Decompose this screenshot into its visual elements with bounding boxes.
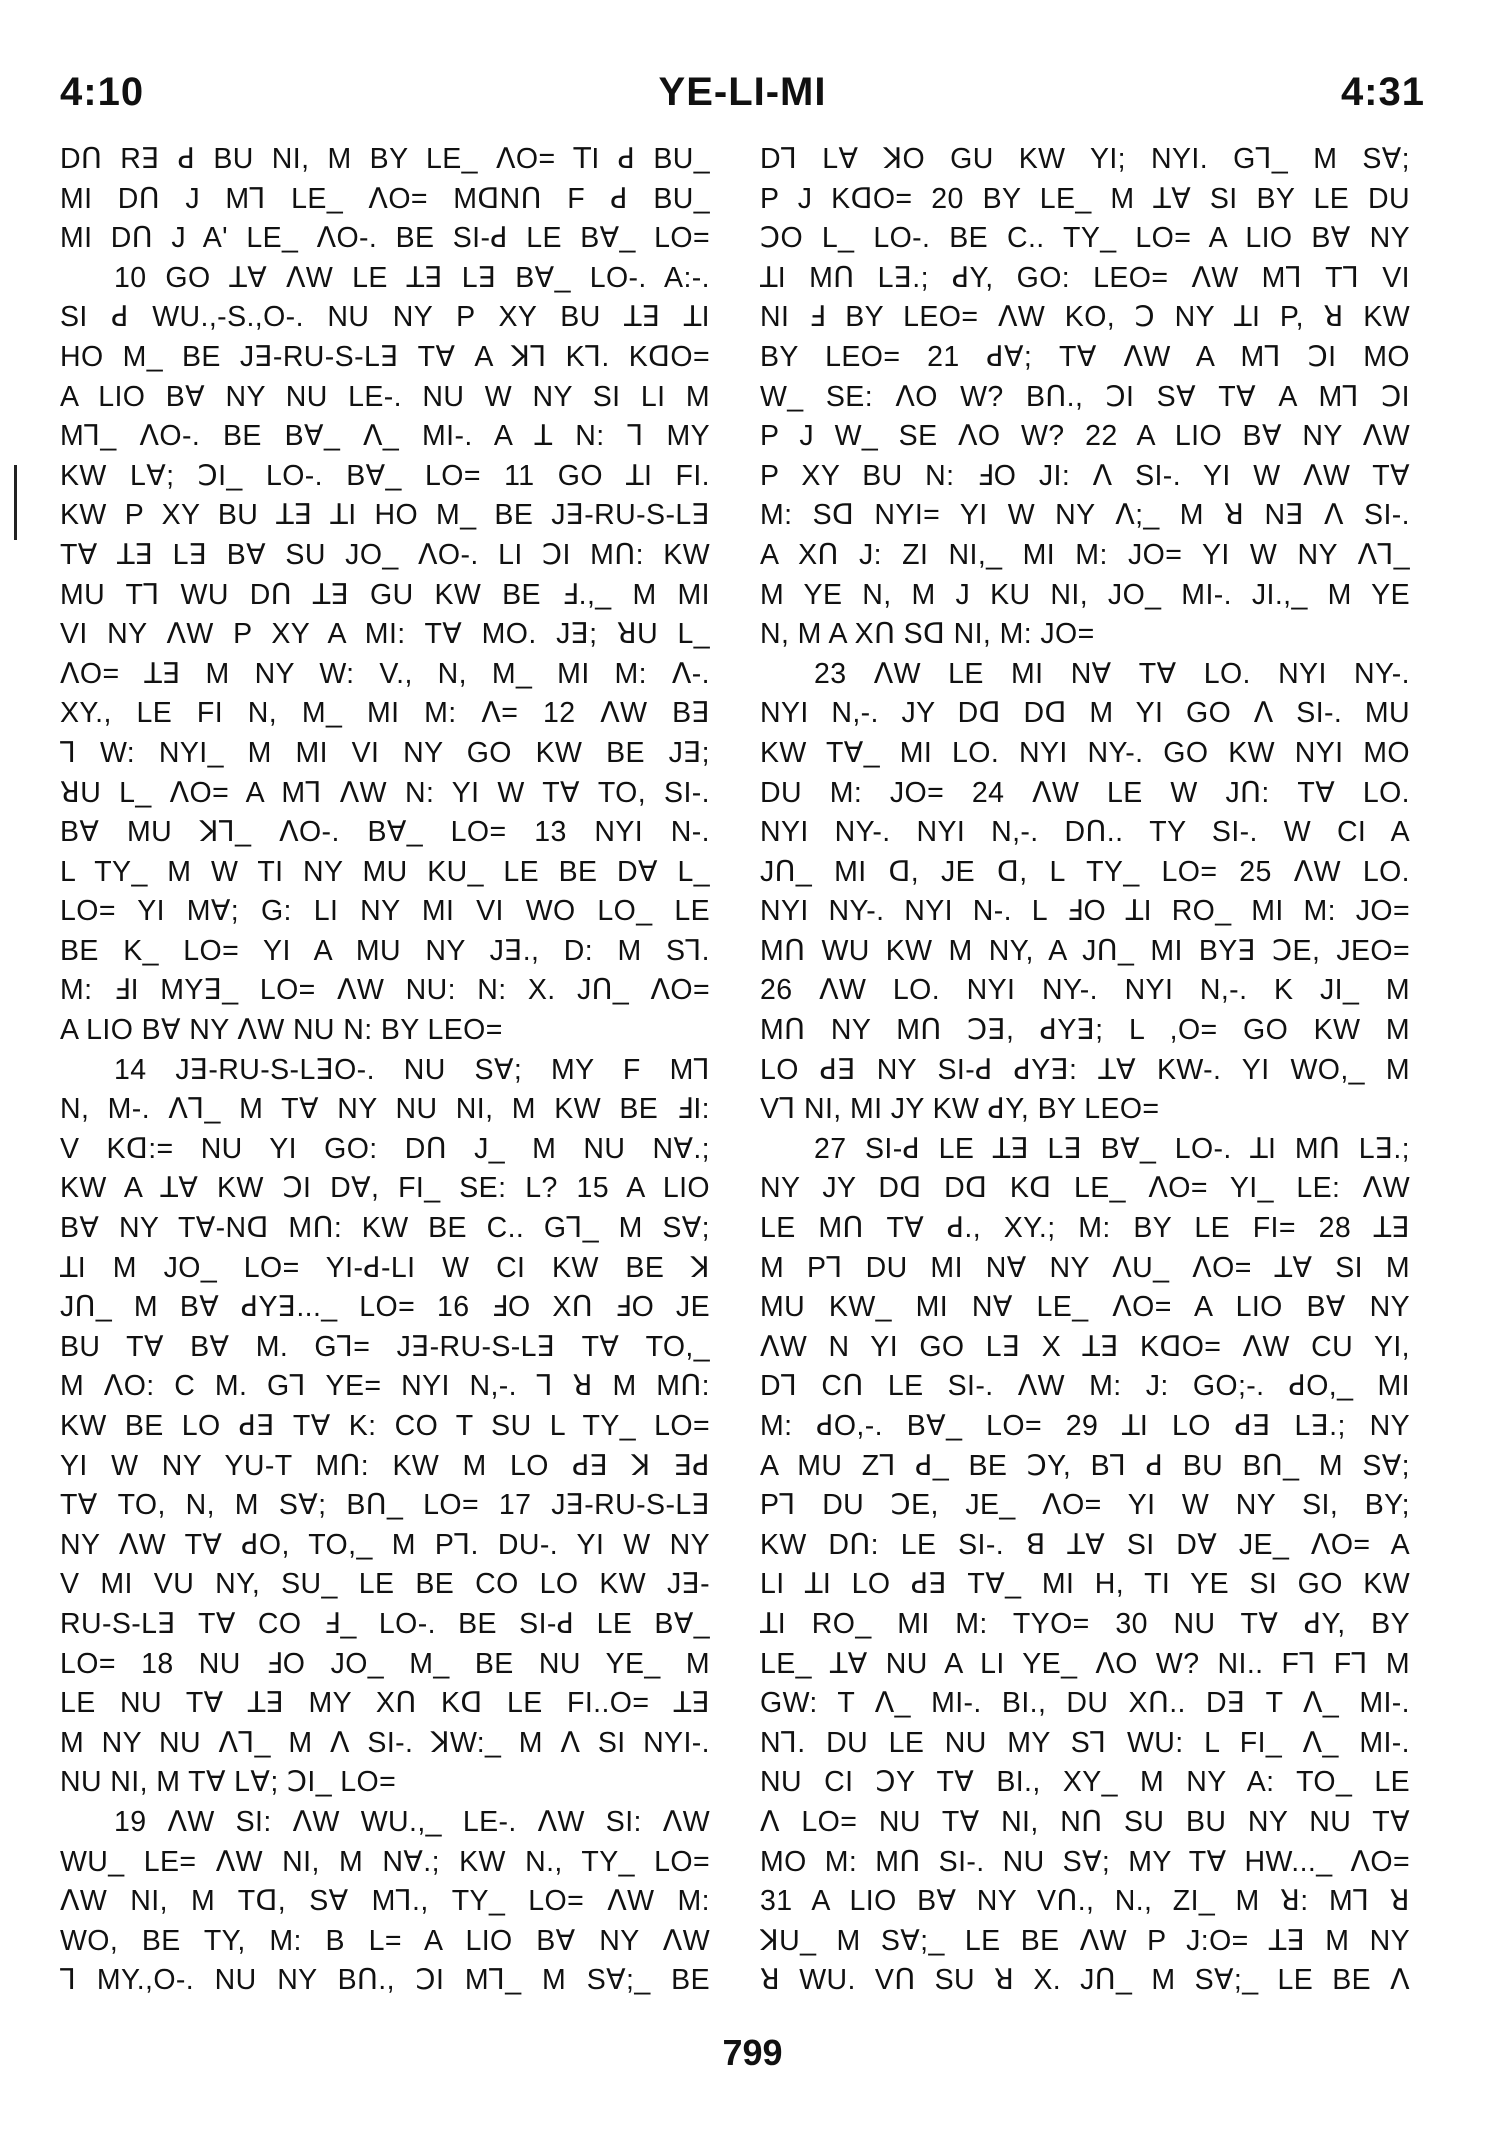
text-line: M: ꓒO,-. Bꓯ_ LO= 29 ꓕI LO ꓒꓱ Lꓱ.; NY: [760, 1410, 1410, 1442]
text-line: L TY_ M W TI NY MU KU_ LE BE Dꓯ L_: [60, 855, 710, 888]
text-line: A Xꓵ J: ZI NI,_ MI M: JO= YI W NY ꓥꓶ_: [760, 538, 1410, 571]
text-line: Jꓵ_ MI ꓷ, JE ꓷ, L TY_ LO= 25 ꓥW LO.: [760, 855, 1410, 888]
text-line: KW Tꓯ_ MI LO. NYI NY-. GO KW NYI MO: [760, 736, 1410, 769]
text-line: NI ꓞ BY LEO= ꓥW KO, ꓛ NY ꓕI P, ꓤ KW: [760, 301, 1410, 334]
text-line: M Pꓶ DU MI Nꓯ NY ꓥU_ ꓥO= ꓕꓯ SI M: [760, 1251, 1410, 1284]
text-line: WO, BE TY, M: B L= A LIO Bꓯ NY ꓥW: [60, 1924, 710, 1957]
text-line: LO= 18 NU ꓞO JO_ M_ BE NU YE_ M: [60, 1647, 710, 1680]
text-line: NYI NY-. NYI N,-. Dꓵ.. TY SI-. W CI A: [760, 816, 1410, 849]
text-line: WU_ LE= ꓥW NI, M Nꓯ.; KW N., TY_ LO=: [60, 1845, 710, 1878]
text-line: MU Tꓶ WU Dꓵ ꓕꓱ GU KW BE ꓞ.,_ M MI: [60, 578, 710, 611]
text-line: LE Mꓵ Tꓯ ꓒ., XY.; M: BY LE FI= 28 ꓕꓱ: [760, 1212, 1410, 1245]
text-line: NY JY Dꓷ Dꓷ Kꓷ LE_ ꓥO= YI_ LE: ꓥW: [760, 1172, 1410, 1205]
text-line: LI ꓕI LO ꓒꓱ Tꓯ_ MI H, TI YE SI GO KW: [760, 1568, 1410, 1601]
text-line: NU NI, M Tꓯ Lꓯ; ꓛI_ LO=: [60, 1766, 397, 1799]
text-line: NY ꓥW Tꓯ ꓒO, TO,_ M Pꓶ. DU-. YI W NY: [60, 1528, 710, 1561]
text-line: Bꓯ MU ꓘꓶ_ ꓥO-. Bꓯ_ LO= 13 NYI N-.: [60, 816, 710, 849]
text-line: NU CI ꓛY Tꓯ BI., XY_ M NY A: TO_ LE: [760, 1766, 1410, 1799]
text-line: VI NY ꓥW P XY A MI: Tꓯ MO. Jꓱ; ꓤU L_: [60, 618, 710, 651]
text-line: A LIO Bꓯ NY ꓥW NU N: BY LEO=: [60, 1014, 503, 1047]
text-line: HO M_ BE Jꓱ-RU-S-Lꓱ Tꓯ A ꓘꓶ Kꓶ. KꓷO=: [60, 340, 710, 373]
text-line: ꓥ LO= NU Tꓯ NI, Nꓵ SU BU NY NU Tꓯ: [760, 1805, 1410, 1838]
text-line: ꓶ W: NYI_ M MI VI NY GO KW BE Jꓱ;: [60, 736, 710, 769]
text-line: N, M A Xꓵ Sꓷ NI, M: JO=: [760, 618, 1095, 651]
text-line: MU KW_ MI Nꓯ LE_ ꓥO= A LIO Bꓯ NY: [760, 1291, 1410, 1324]
text-line: LE_ ꓕꓯ NU A LI YE_ ꓥO W? NI.. Fꓶ Fꓶ M: [760, 1647, 1410, 1680]
text-line: ꓤU L_ ꓥO= A Mꓶ ꓥW N: YI W Tꓯ TO, SI-.: [60, 776, 710, 809]
text-line: KW A ꓕꓯ KW ꓛI Dꓯ, FI_ SE: L? 15 A LIO: [60, 1172, 710, 1205]
text-line: XY., LE FI N, M_ MI M: ꓥ= 12 ꓥW Bꓱ: [60, 697, 710, 730]
left-column: [60, 140, 710, 2010]
text-line: M YE N, M J KU NI, JO_ MI-. JI.,_ M YE: [760, 578, 1410, 611]
text-line: MI Dꓵ J Mꓶ LE_ ꓥO= MꓷNꓵ F ꓒ BU_: [60, 182, 710, 215]
text-line: BE K_ LO= YI A MU NY Jꓱ., D: M Sꓶ.: [60, 934, 710, 967]
text-line: ꓘU_ M Sꓯ;_ LE BE ꓥW P J:O= ꓕꓱ M NY: [760, 1924, 1410, 1957]
text-line: ꓕI M JO_ LO= YI-ꓒ-LI W CI KW BE ꓘ: [60, 1251, 710, 1284]
text-line: ꓥW N YI GO Lꓱ X ꓕꓱ KꓷO= ꓥW CU YI,: [760, 1330, 1410, 1363]
page-number: 799: [722, 2032, 783, 2073]
text-line: ꓕI Mꓵ Lꓱ.; ꓒY, GO: LEO= ꓥW Mꓶ Tꓶ VI: [760, 261, 1410, 294]
margin-mark: [14, 465, 17, 540]
text-line: P J W_ SE ꓥO W? 22 A LIO Bꓯ NY ꓥW: [760, 420, 1410, 453]
text-line: M ꓥO: C M. Gꓶ YE= NYI N,-. ꓶ ꓤ M Mꓵ:: [60, 1370, 710, 1403]
text-line: P J KꓷO= 20 BY LE_ M ꓕꓯ SI BY LE DU: [760, 182, 1410, 215]
text-line: Tꓯ TO, N, M Sꓯ; Bꓵ_ LO= 17 Jꓱ-RU-S-Lꓱ: [60, 1489, 710, 1522]
text-line: P XY BU N: ꓞO JI: ꓥ SI-. YI W ꓥW Tꓯ: [760, 459, 1410, 492]
text-line: LE NU Tꓯ ꓕꓱ MY Xꓵ Kꓷ LE FI..O= ꓕꓱ: [60, 1687, 710, 1720]
text-line: Tꓯ ꓕꓱ Lꓱ Bꓯ SU JO_ ꓥO-. LI ꓛI Mꓵ: KW: [60, 538, 710, 571]
text-line: ꓕI RO_ MI M: TYO= 30 NU Tꓯ ꓒY, BY: [760, 1607, 1410, 1640]
text-line: KW Dꓵ: LE SI-. ꓭ ꓕꓯ SI Dꓯ JE_ ꓥO= A: [760, 1528, 1410, 1561]
text-line: A LIO Bꓯ NY NU LE-. NU W NY SI LI M: [60, 380, 710, 413]
text-line: A MU Zꓶ ꓒ_ BE ꓛY, Bꓶ ꓒ BU Bꓵ_ M Sꓯ;: [760, 1449, 1410, 1482]
text-line: LO ꓒꓱ NY SI-ꓒ ꓒYꓱ: ꓕꓯ KW-. YI WO,_ M: [760, 1053, 1410, 1086]
text-line: Jꓵ_ M Bꓯ ꓒYꓱ..._ LO= 16 ꓞO Xꓵ ꓞO JE: [60, 1291, 710, 1324]
text-line: LO= YI Mꓯ; G: LI NY MI VI WO LO_ LE: [60, 895, 710, 928]
text-line: Vꓶ NI, MI JY KW ꓒY, BY LEO=: [760, 1093, 1160, 1126]
text-line: MI Dꓵ J A' LE_ ꓥO-. BE SI-ꓒ LE Bꓯ_ LO=: [60, 222, 710, 255]
text-line: KW Lꓯ; ꓛI_ LO-. Bꓯ_ LO= 11 GO ꓕI FI.: [60, 459, 710, 492]
text-line: Bꓯ NY Tꓯ-Nꓷ Mꓵ: KW BE C.. Gꓶ_ M Sꓯ;: [60, 1212, 710, 1245]
text-columns: [60, 140, 1430, 2010]
text-line: 31 A LIO Bꓯ NY Vꓵ., N., ZI_ M ꓤ: Mꓶ ꓤ: [760, 1885, 1410, 1918]
text-line: NYI N,-. JY Dꓷ Dꓷ M YI GO ꓥ SI-. MU: [760, 697, 1410, 730]
text-line: 10 GO ꓕꓯ ꓥW LE ꓕꓱ Lꓱ Bꓯ_ LO-. A:-.: [114, 261, 710, 294]
text-line: DU M: JO= 24 ꓥW LE W Jꓵ: Tꓯ LO.: [760, 776, 1410, 809]
text-line: Nꓶ. DU LE NU MY Sꓶ WU: L FI_ ꓥ_ MI-.: [760, 1726, 1410, 1759]
text-line: MO M: Mꓵ SI-. NU Sꓯ; MY Tꓯ HW..._ ꓥO=: [760, 1845, 1410, 1878]
text-line: Dꓶ Lꓯ ꓘO GU KW YI; NYI. Gꓶ_ M Sꓯ;: [760, 143, 1410, 175]
text-line: ꓥO= ꓕꓱ M NY W: V., N, M_ MI M: ꓥ-.: [60, 657, 710, 690]
text-line: SI ꓒ WU.,-S.,O-. NU NY P XY BU ꓕꓱ ꓕI: [60, 301, 710, 334]
text-line: V MI VU NY, SU_ LE BE CO LO KW Jꓱ-: [60, 1568, 710, 1601]
text-line: ꓶ MY.,O-. NU NY Bꓵ., ꓛI Mꓶ_ M Sꓯ;_ BE: [60, 1964, 710, 1997]
running-head: [60, 70, 1425, 120]
text-line: KW P XY BU ꓕꓱ ꓕI HO M_ BE Jꓱ-RU-S-Lꓱ: [60, 499, 710, 532]
text-line: GW: T ꓥ_ MI-. BI., DU Xꓵ.. Dꓱ T ꓥ_ MI-.: [760, 1687, 1410, 1720]
text-line: V Kꓷ:= NU YI GO: Dꓵ J_ M NU Nꓯ.;: [60, 1132, 710, 1165]
text-line: W_ SE: ꓥO W? Bꓵ., ꓛI Sꓯ Tꓯ A Mꓶ ꓛI: [760, 380, 1410, 413]
text-line: BU Tꓯ Bꓯ M. Gꓶ= Jꓱ-RU-S-Lꓱ Tꓯ TO,_: [60, 1330, 710, 1363]
text-line: 19 ꓥW SI: ꓥW WU.,_ LE-. ꓥW SI: ꓥW: [114, 1805, 710, 1838]
text-line: Mꓵ NY Mꓵ ꓛꓱ, ꓒYꓱ; L ,O= GO KW M: [760, 1014, 1410, 1047]
text-line: Mꓵ WU KW M NY, A Jꓵ_ MI BYꓱ ꓛE, JEO=: [760, 934, 1410, 967]
text-line: 27 SI-ꓒ LE ꓕꓱ Lꓱ Bꓯ_ LO-. ꓕI Mꓵ Lꓱ.;: [814, 1132, 1410, 1165]
text-line: RU-S-Lꓱ Tꓯ CO ꓞ_ LO-. BE SI-ꓒ LE Bꓯ_: [60, 1607, 710, 1640]
text-line: KW BE LO ꓒꓱ Tꓯ K: CO T SU L TY_ LO=: [60, 1410, 710, 1442]
text-line: YI W NY YU-T Mꓵ: KW M LO ꓒꓱ ꓘ ꓱꓒ: [60, 1449, 710, 1482]
text-line: Mꓶ_ ꓥO-. BE Bꓯ_ ꓥ_ MI-. A ꓕ N: ꓶ MY: [60, 420, 710, 453]
text-line: M NY NU ꓥꓶ_ M ꓥ SI-. ꓘW:_ M ꓥ SI NYI-.: [60, 1726, 710, 1759]
book-title: YE-LI-MI: [658, 70, 827, 114]
text-line: 26 ꓥW LO. NYI NY-. NYI N,-. K JI_ M: [760, 974, 1410, 1007]
text-line: BY LEO= 21 ꓒꓯ; Tꓯ ꓥW A Mꓶ ꓛI MO: [760, 340, 1410, 373]
text-line: N, M-. ꓥꓶ_ M Tꓯ NY NU NI, M KW BE ꓞI:: [60, 1093, 710, 1126]
right-column: [760, 140, 1410, 2010]
text-line: Dꓵ Rꓱ ꓒ BU NI, M BY LE_ ꓥO= ꓔI ꓒ BU_: [60, 143, 710, 175]
text-line: M: Sꓷ NYI= YI W NY ꓥ;_ M ꓤ Nꓱ ꓥ SI-.: [760, 499, 1410, 532]
verse-range-end: 4:31: [1340, 70, 1425, 114]
text-line: ꓛO L_ LO-. BE C.. TY_ LO= A LIO Bꓯ NY: [760, 222, 1410, 255]
text-line: 14 Jꓱ-RU-S-LꓱO-. NU Sꓯ; MY F Mꓶ: [114, 1053, 710, 1086]
text-line: Dꓶ Cꓵ LE SI-. ꓥW M: J: GO;-. ꓒO,_ MI: [760, 1370, 1410, 1403]
text-line: M: ꓞI MYꓱ_ LO= ꓥW NU: N: X. Jꓵ_ ꓥO=: [60, 974, 710, 1007]
verse-range-start: 4:10: [60, 70, 145, 114]
text-line: NYI NY-. NYI N-. L ꓞO ꓕI RO_ MI M: JO=: [760, 895, 1410, 928]
text-line: Pꓶ DU ꓛE, JE_ ꓥO= YI W NY SI, BY;: [760, 1489, 1410, 1522]
text-line: ꓤ WU. Vꓵ SU ꓤ X. Jꓵ_ M Sꓯ;_ LE BE ꓥ: [760, 1964, 1410, 1997]
text-line: 23 ꓥW LE MI Nꓯ Tꓯ LO. NYI NY-.: [814, 657, 1410, 690]
text-line: ꓥW NI, M Tꓷ, Sꓯ Mꓶ., TY_ LO= ꓥW M:: [60, 1885, 710, 1918]
